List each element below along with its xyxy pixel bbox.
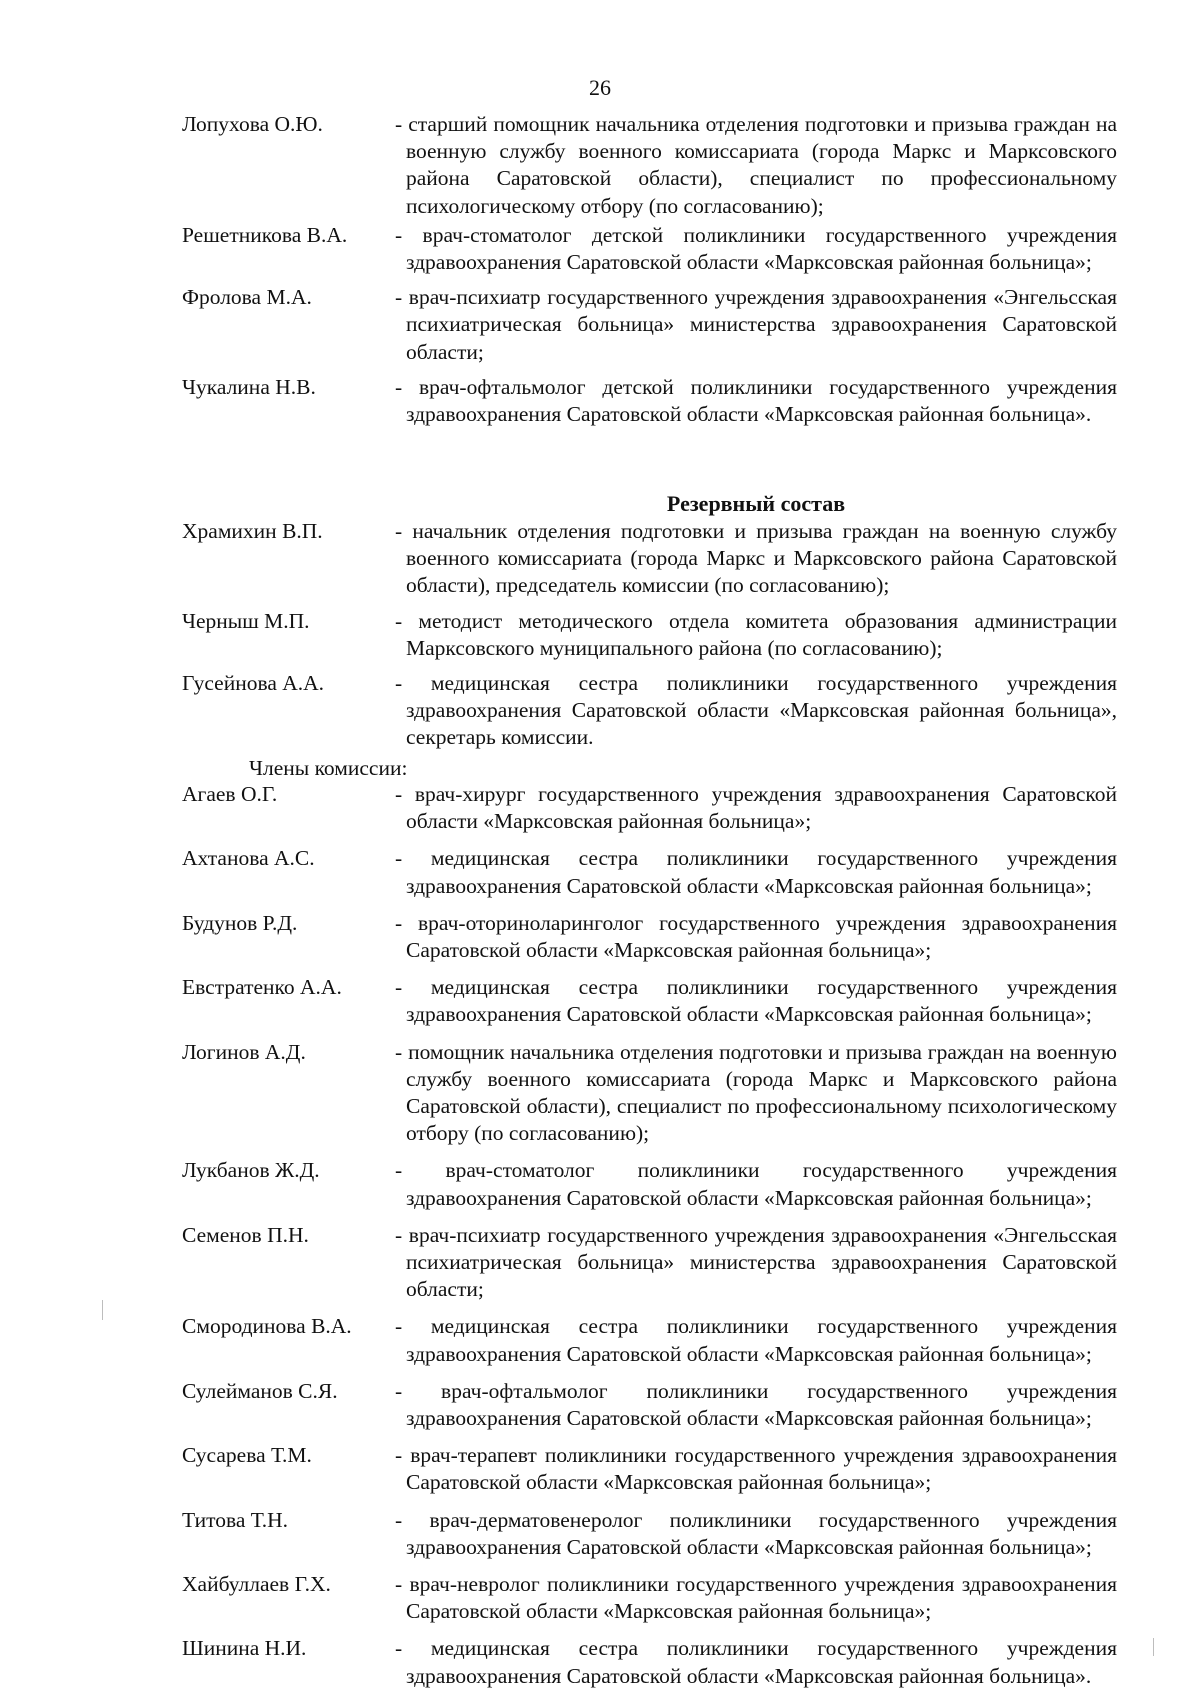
person-name: Черныш М.П.: [182, 608, 310, 633]
person-name: Гусейнова А.А.: [182, 671, 325, 696]
person-role: - врач-оториноларинголог государственного учреждения здравоохранения Саратовской области «Марксовская районная больница»;: [395, 910, 1117, 963]
person-name: Чукалина Н.В.: [182, 374, 316, 399]
person-name: Агаев О.Г.: [182, 782, 278, 806]
person-name: Смородинова В.А.: [182, 1314, 352, 1339]
members-list: [0, 781, 1200, 1700]
list-item: [0, 670, 1200, 752]
list-item: [0, 781, 1200, 835]
person-role: - медицинская сестра поликлиники государственного учреждения здравоохранения Саратовской области «Марксовская районная больница»;: [395, 1314, 1117, 1366]
person-role: - начальник отделения подготовки и призыва граждан на военную службу военного комиссариата (города Маркс и Марксовского района Саратовской области), председатель комиссии (по согласованию);: [395, 519, 1117, 598]
person-name: Храмихин В.П.: [182, 519, 323, 543]
list-item: [0, 1507, 1200, 1561]
person-name: Решетникова В.А.: [182, 222, 348, 247]
person-name: Будунов Р.Д.: [182, 910, 298, 935]
reserve-entries: [0, 518, 1200, 762]
scan-artifact: [102, 1300, 103, 1320]
person-name: Титова Т.Н.: [182, 1507, 289, 1532]
list-item: [0, 222, 1200, 276]
list-item: [0, 1313, 1200, 1367]
person-name: Евстратенко А.А.: [182, 975, 342, 1000]
list-item: [0, 608, 1200, 662]
list-item: [0, 1571, 1200, 1625]
person-role: - врач-стоматолог поликлиники государственного учреждения здравоохранения Саратовской области «Марксовская районная больница»;: [395, 1158, 1117, 1210]
main-entries: [0, 111, 1200, 438]
person-role: - методист методического отдела комитета образования администрации Марксовского муниципального района (по согласованию);: [395, 608, 1117, 660]
page-number: 26: [589, 75, 611, 100]
person-role: - медицинская сестра поликлиники государственного учреждения здравоохранения Саратовской области «Марксовская районная больница»;: [395, 846, 1117, 898]
person-name: Сусарева Т.М.: [182, 1443, 312, 1468]
list-item: [0, 910, 1200, 964]
list-item: [0, 284, 1200, 366]
person-name: Сулейманов С.Я.: [182, 1378, 338, 1403]
person-name: Логинов А.Д.: [182, 1039, 306, 1064]
list-item: [0, 1635, 1200, 1689]
list-item: [0, 1222, 1200, 1304]
person-role: - врач-офтальмолог поликлиники государственного учреждения здравоохранения Саратовской области «Марксовская районная больница»;: [395, 1378, 1117, 1431]
list-item: [0, 1157, 1200, 1211]
list-item: [0, 1442, 1200, 1496]
person-role: - старший помощник начальника отделения подготовки и призыва граждан на военную службу военного комиссариата (города Маркс и Марксовского района Саратовской области), специалист по профессиональному психологическому отбору (по согласованию);: [395, 112, 1117, 218]
person-role: - врач-терапевт поликлиники государственного учреждения здравоохранения Саратовской области «Марксовская районная больница»;: [395, 1443, 1117, 1495]
list-item: [0, 111, 1200, 220]
section-heading-members: Члены комиссии:: [249, 756, 408, 780]
list-item: [0, 374, 1200, 428]
person-name: Фролова М.А.: [182, 285, 312, 310]
person-name: Ахтанова А.С.: [182, 846, 315, 871]
person-name: Хайбуллаев Г.Х.: [182, 1572, 331, 1597]
list-item: [0, 974, 1200, 1028]
person-role: - врач-стоматолог детской поликлиники государственного учреждения здравоохранения Саратовской области «Марксовская районная больница»;: [395, 222, 1117, 275]
person-name: Лукбанов Ж.Д.: [182, 1158, 320, 1183]
person-name: Лопухова О.Ю.: [182, 112, 323, 136]
person-role: - врач-хирург государственного учреждения здравоохранения Саратовской области «Марксовская районная больница»;: [395, 782, 1117, 834]
person-name: Семенов П.Н.: [182, 1222, 309, 1247]
person-role: - помощник начальника отделения подготовки и призыва граждан на военную службу военного комиссариата (города Маркс и Марксовского района Саратовской области), специалист по профессиональному психологическому отбору (по согласованию);: [395, 1039, 1117, 1146]
section-heading-reserve: Резервный состав: [666, 491, 846, 516]
person-role: - врач-офтальмолог детской поликлиники государственного учреждения здравоохранения Саратовской области «Марксовская районная больница».: [395, 374, 1117, 427]
person-role: - врач-психиатр государственного учреждения здравоохранения «Энгельсская психиатрическая больница» министерства здравоохранения Саратовской области;: [395, 1222, 1117, 1302]
list-item: [0, 1039, 1200, 1148]
list-item: [0, 845, 1200, 899]
scan-artifact: [1153, 1638, 1154, 1656]
person-role: - врач-невролог поликлиники государственного учреждения здравоохранения Саратовской области «Марксовская районная больница»;: [395, 1572, 1117, 1624]
person-name: Шинина Н.И.: [182, 1636, 307, 1661]
person-role: - врач-психиатр государственного учреждения здравоохранения «Энгельсская психиатрическая больница» министерства здравоохранения Саратовской области;: [395, 285, 1117, 364]
list-item: [0, 1378, 1200, 1432]
person-role: - врач-дерматовенеролог поликлиники государственного учреждения здравоохранения Саратовской области «Марксовская районная больница»;: [395, 1507, 1117, 1559]
person-role: - медицинская сестра поликлиники государственного учреждения здравоохранения Саратовской области «Марксовская районная больница», секретарь комиссии.: [395, 671, 1117, 750]
person-role: - медицинская сестра поликлиники государственного учреждения здравоохранения Саратовской области «Марксовская районная больница».: [395, 1636, 1117, 1688]
list-item: [0, 518, 1200, 600]
person-role: - медицинская сестра поликлиники государственного учреждения здравоохранения Саратовской области «Марксовская районная больница»;: [395, 975, 1117, 1027]
